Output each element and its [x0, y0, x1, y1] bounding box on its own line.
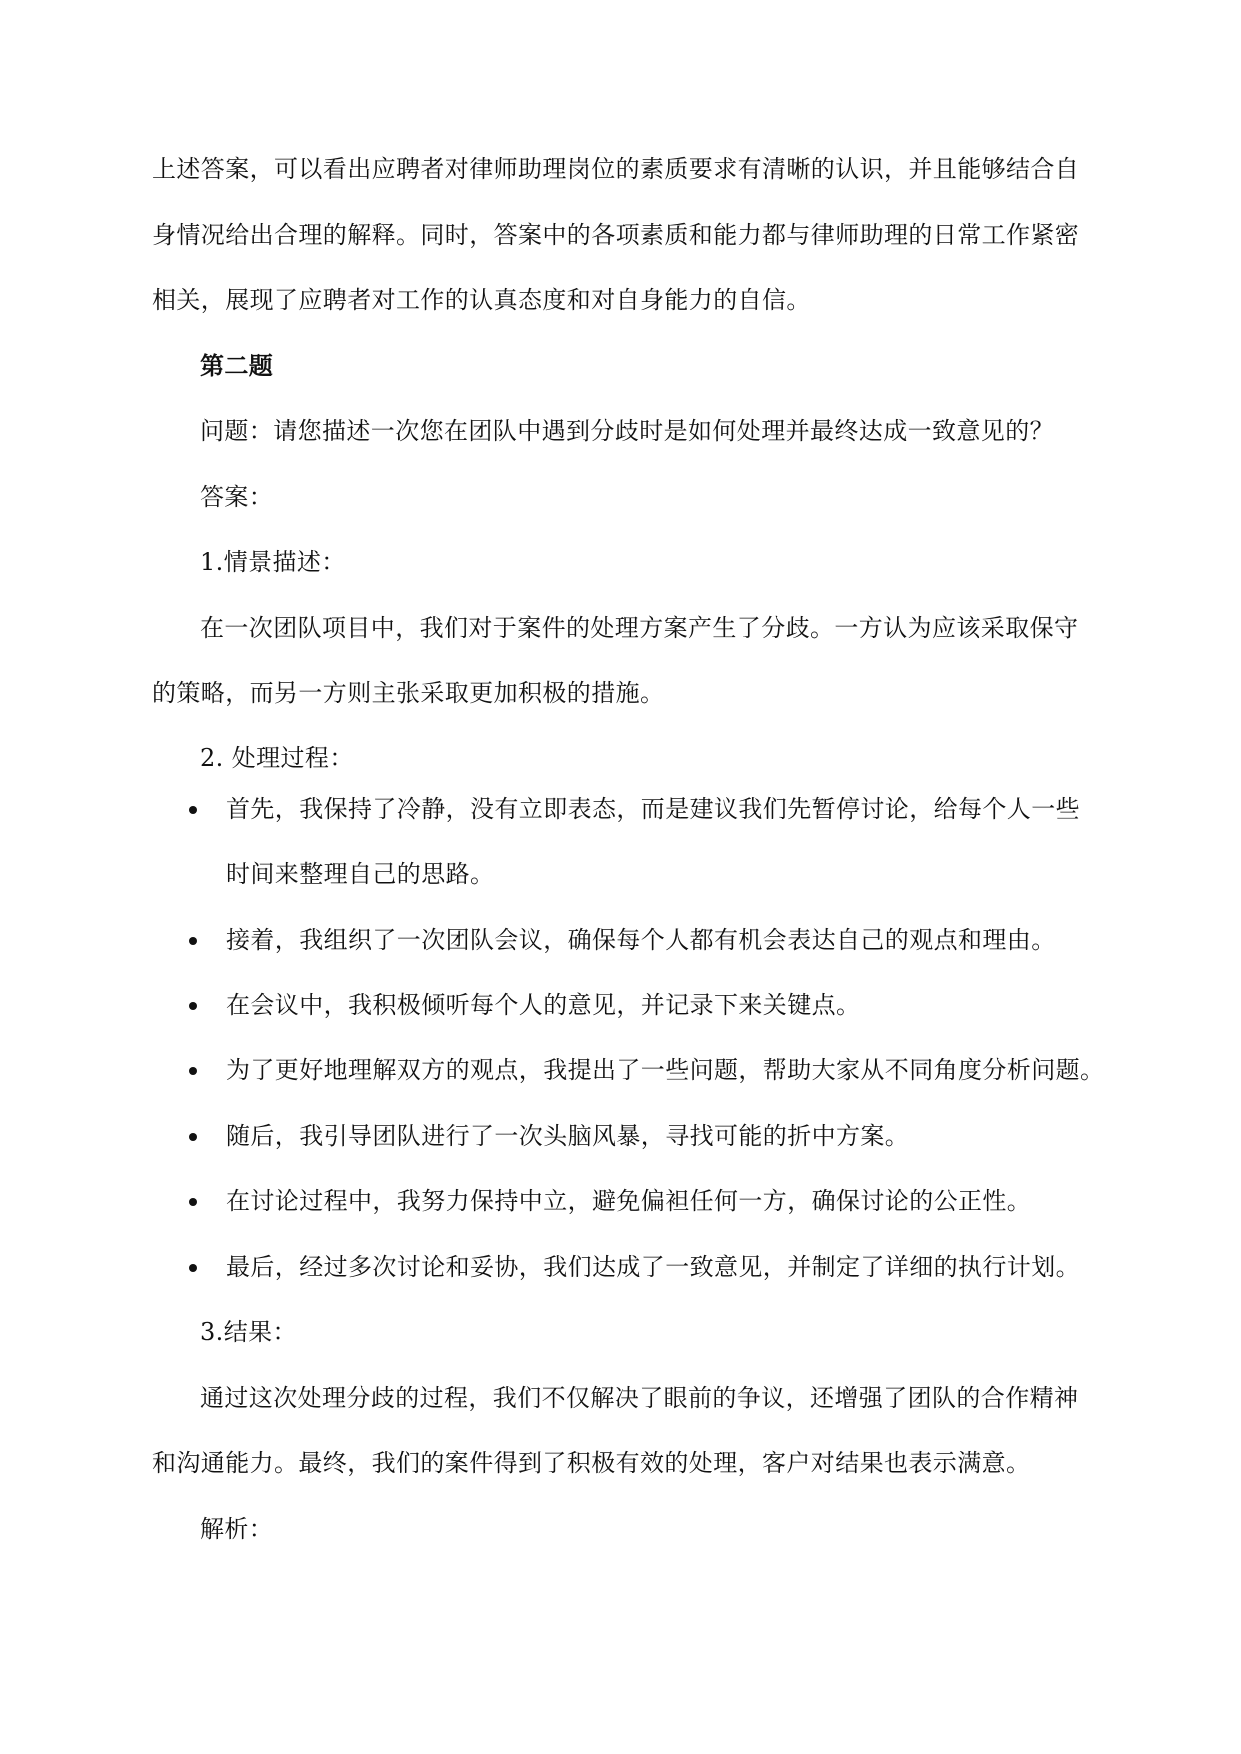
analysis-label: 解析：	[200, 1515, 274, 1543]
bullet-item-1-cont: 时间来整理自己的思路。	[226, 860, 495, 888]
bullet-dot	[189, 1133, 197, 1141]
bullet-dot	[189, 937, 197, 945]
intro-line-2: 身情况给出合理的解释。同时，答案中的各项素质和能力都与律师助理的日常工作紧密	[152, 221, 1080, 249]
bullet-dot	[189, 1264, 197, 1272]
bullet-dot	[189, 1067, 197, 1075]
bullet-item-2: 接着，我组织了一次团队会议，确保每个人都有机会表达自己的观点和理由。	[226, 926, 1056, 954]
bullet-item-4: 为了更好地理解双方的观点，我提出了一些问题，帮助大家从不同角度分析问题。	[226, 1056, 1105, 1084]
part3-line-1: 通过这次处理分歧的过程，我们不仅解决了眼前的争议，还增强了团队的合作精神	[200, 1384, 1079, 1412]
bullet-dot	[189, 1002, 197, 1010]
intro-line-3: 相关，展现了应聘者对工作的认真态度和对自身能力的自信。	[152, 286, 811, 314]
bullet-item-3: 在会议中，我积极倾听每个人的意见，并记录下来关键点。	[226, 991, 861, 1019]
bullet-item-7: 最后，经过多次讨论和妥协，我们达成了一致意见，并制定了详细的执行计划。	[226, 1253, 1080, 1281]
bullet-dot	[189, 806, 197, 814]
part1-title: 1.情景描述：	[200, 548, 346, 576]
bullet-item-5: 随后，我引导团队进行了一次头脑风暴，寻找可能的折中方案。	[226, 1122, 910, 1150]
bullet-item-6: 在讨论过程中，我努力保持中立，避免偏袒任何一方，确保讨论的公正性。	[226, 1187, 1032, 1215]
part2-title: 2. 处理过程：	[200, 744, 354, 772]
question-text: 问题：请您描述一次您在团队中遇到分歧时是如何处理并最终达成一致意见的？	[200, 417, 1054, 445]
part1-line-2: 的策略，而另一方则主张采取更加积极的措施。	[152, 679, 665, 707]
bullet-dot	[189, 1198, 197, 1206]
part1-line-1: 在一次团队项目中，我们对于案件的处理方案产生了分歧。一方认为应该采取保守	[200, 614, 1079, 642]
bullet-item-1: 首先，我保持了冷静，没有立即表态，而是建议我们先暂停讨论，给每个人一些	[226, 795, 1080, 823]
part3-title: 3.结果：	[200, 1318, 297, 1346]
answer-label: 答案：	[200, 483, 274, 511]
section-title: 第二题	[200, 351, 274, 380]
intro-line-1: 上述答案，可以看出应聘者对律师助理岗位的素质要求有清晰的认识，并且能够结合自	[152, 155, 1080, 183]
part3-line-2: 和沟通能力。最终，我们的案件得到了积极有效的处理，客户对结果也表示满意。	[152, 1449, 1031, 1477]
